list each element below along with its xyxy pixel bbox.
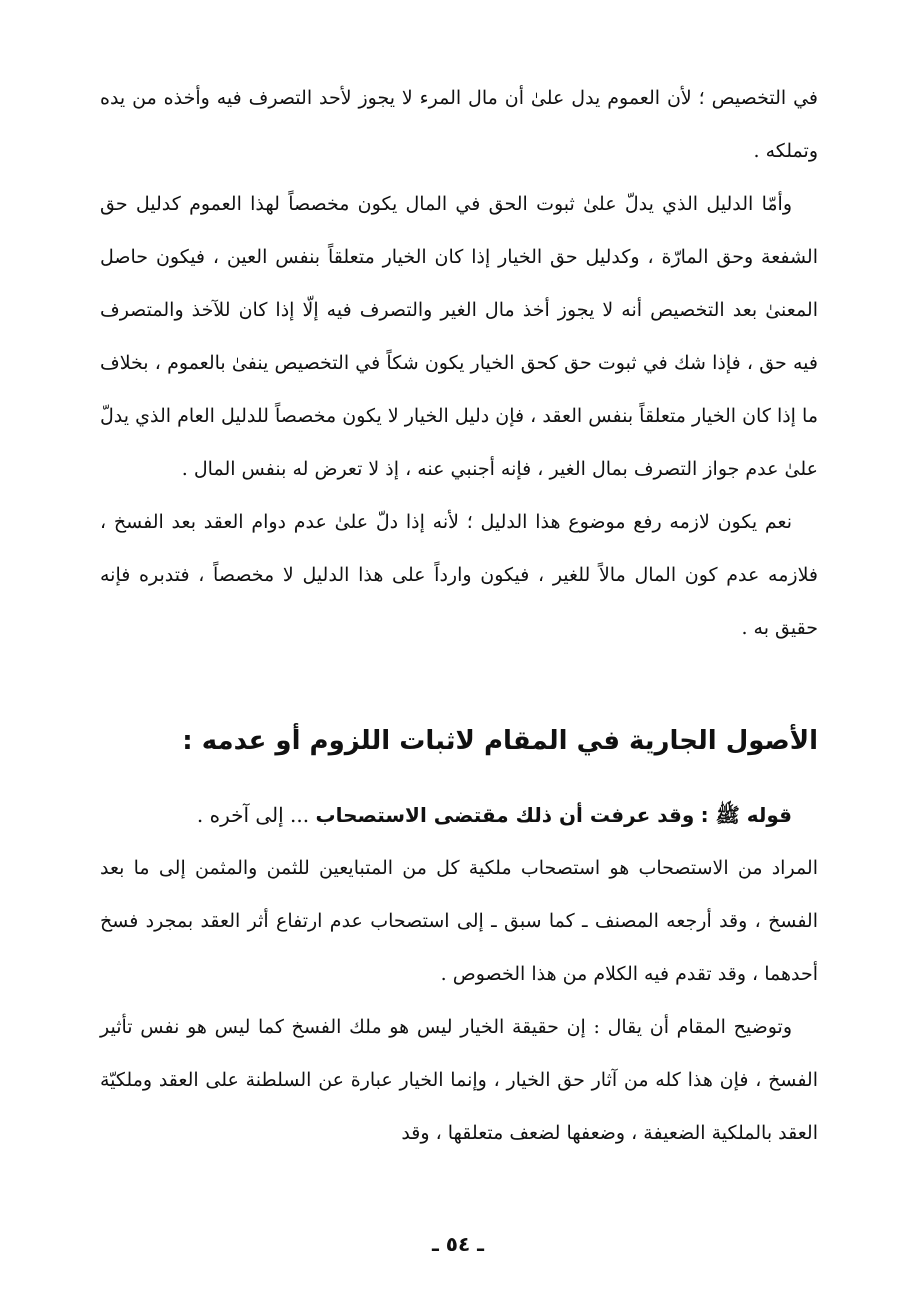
paragraph-5: وتوضيح المقام أن يقال : إن حقيقة الخيار ليس هو ملك الفسخ كما ليس هو نفس تأثير الفسخ ، فإن هذا كله من آثار حق الخيار ، وإنما الخيار عبارة عن السلطنة على العقد وملكيّة العقد بالملكية الضعيفة ، وضعفها لضعف متعلقها ، وقد bbox=[100, 1016, 818, 1144]
quote-line bbox=[100, 789, 818, 842]
page-body bbox=[100, 72, 818, 1160]
quote-suffix: ... إلى آخره . bbox=[196, 803, 310, 827]
paragraph-3: نعم يكون لازمه رفع موضوع هذا الدليل ؛ لأنه إذا دلّ علىٰ عدم دوام العقد بعد الفسخ ، فلازمه عدم كون المال مالاً للغير ، فيكون وارداً على هذا الدليل لا مخصصاً ، فتدبره فإنه حقيق به . bbox=[100, 511, 818, 639]
paragraph-1: في التخصيص ؛ لأن العموم يدل علىٰ أن مال المرء لا يجوز لأحد التصرف فيه وأخذه من يده وتملكه . bbox=[100, 87, 818, 162]
page-number: ـ ٥٤ ـ bbox=[431, 1232, 485, 1256]
quote-prefix: قوله ﷺ : bbox=[700, 803, 792, 827]
quote-bold-text: وقد عرفت أن ذلك مقتضى الاستصحاب bbox=[315, 803, 695, 827]
paragraph-2: وأمّا الدليل الذي يدلّ علىٰ ثبوت الحق في المال يكون مخصصاً لهذا العموم كدليل حق الشفعة وحق المارّة ، وكدليل حق الخيار إذا كان الخيار متعلقاً بنفس العين ، فيكون حاصل المعنىٰ بعد التخصيص أنه لا يجوز أخذ مال الغير والتصرف فيه إلّا إذا كان للآخذ والمتصرف فيه حق ، فإذا شك في ثبوت حق كحق الخيار يكون شكاً في التخصيص ينفىٰ بالعموم ، بخلاف ما إذا كان الخيار متعلقاً بنفس العقد ، فإن دليل الخيار لا يكون مخصصاً للدليل العام الذي يدلّ علىٰ عدم جواز التصرف بمال الغير ، فإنه أجنبي عنه ، إذ لا تعرض له بنفس المال . bbox=[100, 193, 818, 480]
section-heading: الأصول الجارية في المقام لاثبات اللزوم أو عدمه : bbox=[182, 726, 818, 756]
paragraph-4: المراد من الاستصحاب هو استصحاب ملكية كل من المتبايعين للثمن والمثمن إلى ما بعد الفسخ ، وقد أرجعه المصنف ـ كما سبق ـ إلى استصحاب عدم ارتفاع أثر العقد بمجرد فسخ أحدهما ، وقد تقدم فيه الكلام من هذا الخصوص . bbox=[100, 857, 818, 985]
